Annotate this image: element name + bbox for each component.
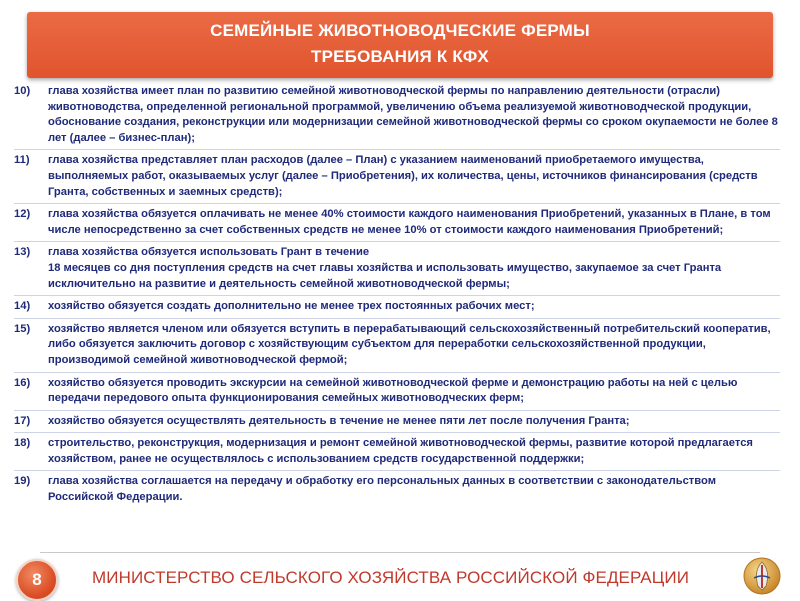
item-number: 10) bbox=[14, 85, 31, 97]
item-number: 19) bbox=[14, 475, 31, 488]
page-number-badge bbox=[16, 559, 58, 601]
item-number: 13) bbox=[14, 246, 31, 259]
item-number: 18) bbox=[14, 437, 31, 450]
item-text: глава хозяйства обязуется использовать Грант в течение 18 месяцев со дня поступления средств на счет главы хозяйства и использовать имущество, закупаемое за счет Гранта исключительно на развитие и деятельность семейной животноводческой фермы; bbox=[48, 246, 722, 290]
list-item bbox=[14, 474, 780, 508]
item-text: строительство, реконструкция, модернизация и ремонт семейной животноводческой фермы, развитие которой предлагается хозяйством, ранее не осуществлялось с использованием средств государственной поддержки; bbox=[48, 437, 753, 465]
list-item bbox=[14, 414, 780, 434]
list-item bbox=[14, 207, 780, 242]
ministry-name: МИНИСТЕРСТВО СЕЛЬСКОГО ХОЗЯЙСТВА РОССИЙСКОЙ ФЕДЕРАЦИИ bbox=[92, 568, 690, 587]
item-number: 15) bbox=[14, 322, 31, 335]
footer-divider bbox=[40, 552, 760, 553]
item-number: 12) bbox=[14, 208, 31, 221]
item-text: глава хозяйства имеет план по развитию семейной животноводческой фермы по направлению деятельности (отрасли) животноводства, определенной региональной программой, увеличению объема реализуемой животноводческой продукции, обоснование создания, реконструкции или модернизации семейной животноводческой фермы со сроком окупаемости не более 8 лет (далее – бизнес-план); bbox=[48, 85, 778, 144]
list-item bbox=[14, 153, 780, 204]
title-banner bbox=[27, 12, 773, 78]
list-item bbox=[14, 436, 780, 471]
item-text: глава хозяйства соглашается на передачу и обработку его персональных данных в соответствии с законодательством Российской Федерации. bbox=[48, 475, 716, 504]
list-item bbox=[14, 376, 780, 411]
page-number: 8 bbox=[32, 570, 42, 589]
item-number: 11) bbox=[14, 154, 30, 167]
requirements-list bbox=[14, 84, 780, 512]
ministry-emblem-icon bbox=[742, 556, 782, 596]
item-number: 17) bbox=[14, 414, 31, 427]
item-text: хозяйство является членом или обязуется вступить в перерабатывающий сельскохозяйственный потребительский кооператив, либо обязуется заключить договор с хозяйствующим субъектом для переработки сельскохозяйственной продукции, производимой семейной животноводческой фермой; bbox=[48, 322, 771, 366]
item-text: хозяйство обязуется осуществлять деятельность в течение не менее пяти лет после получения Гранта; bbox=[48, 414, 630, 427]
list-item bbox=[14, 245, 780, 296]
item-text: глава хозяйства обязуется оплачивать не менее 40% стоимости каждого наименования Приобретений, указанных в Плане, в том числе непосредственно за счет собственных средств не менее 10% от стоимости каждого наименования Приобретений; bbox=[48, 208, 771, 236]
list-item bbox=[14, 322, 780, 373]
title-line-2: ТРЕБОВАНИЯ К КФХ bbox=[311, 47, 489, 66]
item-text: хозяйство обязуется проводить экскурсии на семейной животноводческой ферме и демонстрацию работы на ней с целью передачи передового опыта функционирования семейных животноводческих ферм; bbox=[48, 376, 738, 405]
item-number: 16) bbox=[14, 376, 31, 389]
item-text: глава хозяйства представляет план расходов (далее – План) с указанием наименований приобретаемого имущества, выполняемых работ, оказываемых услуг (далее – Приобретения), их количества, цены, источников финансирования (средств Гранта, собственных и заемных средств); bbox=[48, 154, 758, 198]
list-item bbox=[14, 299, 780, 319]
title-line-1: СЕМЕЙНЫЕ ЖИВОТНОВОДЧЕСКИЕ ФЕРМЫ bbox=[210, 21, 590, 40]
list-item bbox=[14, 84, 780, 150]
item-text: хозяйство обязуется создать дополнительно не менее трех постоянных рабочих мест; bbox=[48, 300, 535, 313]
item-number: 14) bbox=[14, 300, 31, 313]
